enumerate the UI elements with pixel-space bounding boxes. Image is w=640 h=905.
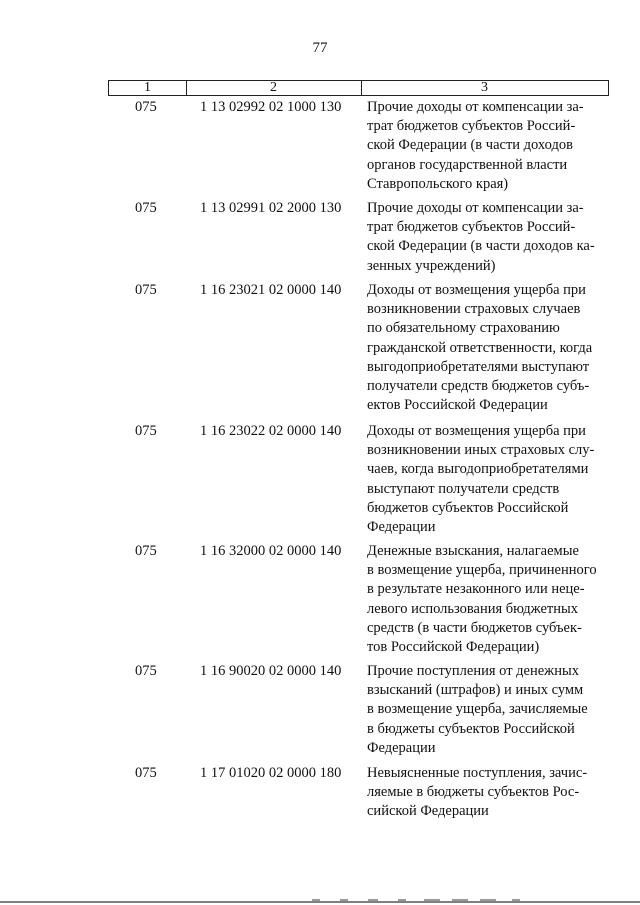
income-description — [367, 199, 607, 276]
description-line: по обязательному страхованию — [367, 320, 560, 337]
description-line: Невыясненные поступления, зачис- — [367, 765, 588, 781]
description-line: Прочие поступления от денежных — [367, 663, 579, 679]
description-line: выступают получатели средств — [367, 480, 560, 497]
admin-code: 075 — [135, 99, 157, 115]
description-line: Прочие доходы от компенсации за- — [367, 99, 584, 115]
income-description — [367, 542, 607, 657]
description-line: зенных учреждений) — [367, 257, 496, 274]
budget-classification-code: 1 17 01020 02 0000 180 — [200, 765, 342, 781]
description-line: в результате незаконного или неце- — [367, 581, 585, 598]
income-description — [367, 281, 607, 415]
page-number: 77 — [312, 40, 328, 56]
description-line: выгодоприобретателями выступают — [367, 358, 590, 375]
budget-classification-code: 1 13 02992 02 1000 130 — [200, 99, 342, 115]
header-col-1: 1 — [109, 81, 187, 95]
description-line: взысканий (штрафов) и иных сумм — [367, 682, 584, 699]
description-line: Федерации — [367, 739, 436, 756]
description-line: Ставропольского края) — [367, 175, 509, 192]
description-line: левого использования бюджетных — [367, 600, 578, 617]
income-description — [367, 662, 607, 758]
description-line: трат бюджетов субъектов Россий- — [367, 219, 576, 236]
income-description — [367, 98, 607, 194]
header-col-2: 2 — [186, 81, 362, 95]
description-line: ектов Российской Федерации — [367, 397, 548, 414]
admin-code: 075 — [135, 543, 157, 559]
description-line: возникновении иных страховых слу- — [367, 442, 595, 459]
description-line: чаев, когда выгодоприобретателями — [367, 461, 589, 478]
description-line: тов Российской Федерации) — [367, 639, 540, 656]
description-line: Денежные взыскания, налагаемые — [367, 543, 579, 559]
table-header — [108, 80, 609, 96]
budget-classification-code: 1 13 02991 02 2000 130 — [200, 200, 342, 216]
description-line: получатели средств бюджетов субъ- — [367, 378, 590, 395]
description-line: ской Федерации (в части доходов ка- — [367, 238, 595, 255]
income-description — [367, 422, 607, 537]
description-line: в возмещение ущерба, зачисляемые — [367, 701, 588, 718]
description-line: гражданской ответственности, когда — [367, 339, 593, 356]
admin-code: 075 — [135, 765, 157, 781]
description-line: Федерации — [367, 519, 436, 536]
admin-code: 075 — [135, 282, 157, 298]
budget-classification-code: 1 16 23021 02 0000 140 — [200, 282, 342, 298]
description-line: возникновении страховых случаев — [367, 301, 581, 318]
description-line: Прочие доходы от компенсации за- — [367, 200, 584, 216]
scan-artifact-footer — [0, 898, 640, 905]
description-line: Доходы от возмещения ущерба при — [367, 423, 586, 439]
description-line: трат бюджетов субъектов Россий- — [367, 118, 576, 135]
description-line: средств (в части бюджетов субъек- — [367, 619, 582, 636]
description-line: органов государственной власти — [367, 156, 568, 173]
description-line: в бюджеты субъектов Российской — [367, 720, 575, 737]
description-line: бюджетов субъектов Российской — [367, 499, 569, 516]
description-line: ляемые в бюджеты субъектов Рос- — [367, 784, 580, 801]
header-col-3: 3 — [481, 80, 488, 95]
budget-classification-code: 1 16 90020 02 0000 140 — [200, 663, 342, 679]
budget-classification-code: 1 16 23022 02 0000 140 — [200, 423, 342, 439]
description-line: Доходы от возмещения ущерба при — [367, 282, 586, 298]
admin-code: 075 — [135, 423, 157, 439]
income-description — [367, 764, 607, 822]
budget-classification-code: 1 16 32000 02 0000 140 — [200, 543, 342, 559]
description-line: сийской Федерации — [367, 803, 489, 820]
admin-code: 075 — [135, 663, 157, 679]
description-line: ской Федерации (в части доходов — [367, 137, 573, 154]
admin-code: 075 — [135, 200, 157, 216]
description-line: в возмещение ущерба, причиненного — [367, 562, 597, 579]
